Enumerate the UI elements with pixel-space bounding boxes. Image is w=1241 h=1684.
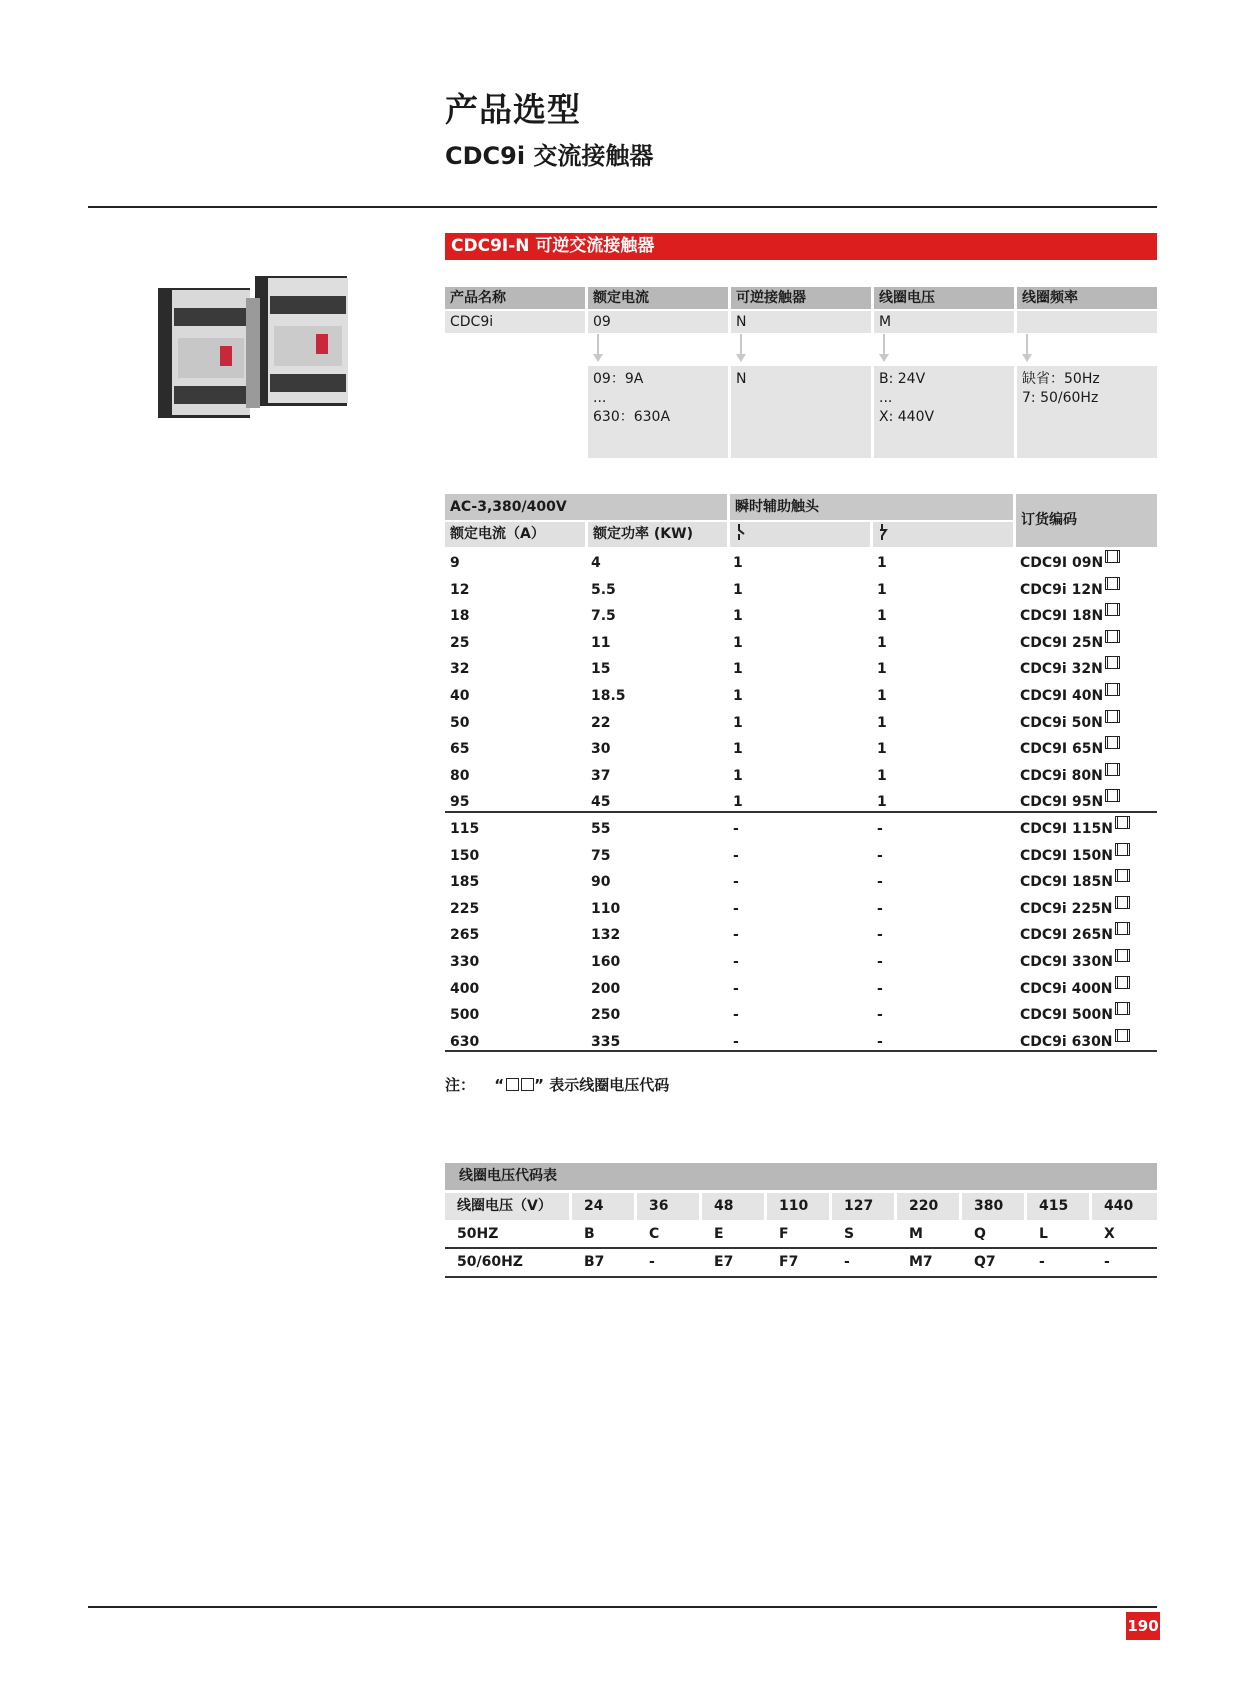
cell-no: 1: [733, 634, 743, 651]
cell-no: -: [733, 874, 739, 891]
placeholder-square-icon: [1105, 630, 1118, 643]
cell-current: 95: [450, 794, 470, 811]
placeholder-square-icon: [1105, 603, 1118, 616]
table-row: [445, 603, 1157, 630]
sel-options-frequency: 缺省：50Hz 7: 50/60Hz: [1017, 366, 1157, 458]
top-divider: [88, 206, 1157, 208]
cell-nc: 1: [877, 555, 887, 571]
cell-nc: -: [877, 954, 883, 970]
cell-nc: 1: [877, 581, 887, 598]
coil-cell: 24: [572, 1193, 634, 1220]
coil-cell: M: [909, 1226, 923, 1242]
table-row: [445, 1029, 1157, 1056]
cell-order-code: CDC9I 150N: [1020, 847, 1113, 864]
cell-power: 90: [591, 874, 611, 891]
placeholder-square-icon: [521, 1078, 534, 1091]
sel-header-current: 额定电流: [588, 287, 728, 309]
cell-current: 9: [450, 555, 460, 571]
table-row: [445, 922, 1157, 949]
cell-nc: -: [877, 874, 883, 891]
cell-current: 225: [450, 900, 480, 917]
cell-order-code: CDC9i 80N: [1020, 767, 1103, 784]
placeholder-square-icon: [1105, 789, 1118, 802]
order-code-cell: [1020, 843, 1113, 870]
placeholder-square-icon: [1105, 577, 1118, 590]
cell-no: 1: [733, 688, 743, 704]
note-open-quote: “: [494, 1076, 505, 1094]
placeholder-square-icon: [1105, 736, 1118, 749]
coil-cell: S: [844, 1226, 855, 1242]
coil-cell: X: [1104, 1226, 1115, 1242]
sel-header-coil-voltage: 线圈电压: [874, 287, 1014, 309]
cell-power: 335: [591, 1033, 621, 1050]
cell-power: 30: [591, 741, 611, 758]
cell-current: 65: [450, 741, 470, 758]
table-header-power: 额定功率 (KW): [588, 522, 727, 547]
cell-nc: -: [877, 900, 883, 917]
table-row: [445, 896, 1157, 923]
order-code-cell: [1020, 896, 1113, 923]
cell-nc: 1: [877, 661, 887, 678]
cell-order-code: CDC9I 40N: [1020, 688, 1104, 704]
sel-value-coil-voltage: M: [874, 311, 1014, 333]
coil-cell: 415: [1027, 1193, 1089, 1220]
coil-row-divider: [445, 1247, 1157, 1249]
cell-nc: 1: [877, 688, 887, 704]
coil-cell: -: [1104, 1254, 1110, 1270]
order-code-cell: [1020, 1029, 1113, 1056]
arrow-down-icon: [879, 334, 889, 364]
table-group-header-aux: 瞬时辅助触头: [730, 494, 1013, 520]
cell-current: 330: [450, 954, 480, 970]
table-header-no-contact: [730, 522, 870, 547]
contactor-product-image: [150, 268, 355, 438]
placeholder-square-icon: [1115, 896, 1128, 909]
placeholder-square-icon: [1105, 710, 1118, 723]
coil-cell: C: [649, 1226, 660, 1242]
coil-cell: E7: [714, 1254, 734, 1270]
table-row: [445, 656, 1157, 683]
placeholder-square-icon: [1115, 976, 1128, 989]
cell-current: 80: [450, 767, 470, 784]
cell-order-code: CDC9i 32N: [1020, 661, 1103, 678]
order-code-cell: [1020, 683, 1103, 710]
cell-order-code: CDC9i 50N: [1020, 714, 1103, 731]
coil-cell: F7: [779, 1254, 799, 1270]
cell-no: -: [733, 821, 739, 837]
cell-power: 22: [591, 714, 611, 731]
cell-power: 37: [591, 767, 611, 784]
order-code-cell: [1020, 603, 1103, 630]
cell-order-code: CDC9i 400N: [1020, 980, 1113, 997]
cell-nc: 1: [877, 634, 887, 651]
cell-current: 115: [450, 821, 480, 837]
cell-power: 15: [591, 661, 611, 678]
order-code-cell: [1020, 763, 1103, 790]
cell-order-code: CDC9i 630N: [1020, 1033, 1113, 1050]
table-row: [445, 736, 1157, 763]
table-row: [445, 976, 1157, 1003]
cell-current: 630: [450, 1033, 480, 1050]
sel-options-reversing: N: [731, 366, 871, 458]
arrow-down-icon: [593, 334, 603, 364]
table-row: [445, 949, 1157, 976]
cell-power: 4: [591, 555, 601, 571]
cell-order-code: CDC9i 225N: [1020, 900, 1113, 917]
cell-power: 200: [591, 980, 621, 997]
cell-current: 32: [450, 661, 470, 678]
table-row: [445, 843, 1157, 870]
cell-power: 132: [591, 927, 621, 944]
placeholder-square-icon: [1115, 1029, 1128, 1042]
cell-nc: 1: [877, 741, 887, 758]
cell-no: -: [733, 954, 739, 970]
order-code-cell: [1020, 550, 1103, 577]
order-code-cell: [1020, 949, 1113, 976]
cell-order-code: CDC9I 185N: [1020, 874, 1113, 891]
arrow-down-icon: [736, 334, 746, 364]
cell-power: 160: [591, 954, 621, 970]
cell-no: 1: [733, 581, 743, 598]
cell-no: 1: [733, 794, 743, 811]
sel-value-product: CDC9i: [445, 311, 585, 333]
coil-table-title: 线圈电压代码表: [445, 1163, 1157, 1190]
placeholder-square-icon: [506, 1078, 519, 1091]
table-header-order-code: 订货编码: [1016, 494, 1157, 547]
coil-cell: Q: [974, 1226, 986, 1242]
cell-current: 50: [450, 714, 470, 731]
order-code-cell: [1020, 656, 1103, 683]
order-code-cell: [1020, 922, 1113, 949]
cell-nc: -: [877, 1007, 883, 1024]
cell-current: 18: [450, 608, 470, 625]
cell-order-code: CDC9i 12N: [1020, 581, 1103, 598]
sel-header-product: 产品名称: [445, 287, 585, 309]
table-group-header-ac3: AC-3,380/400V: [445, 494, 727, 520]
order-code-cell: [1020, 816, 1113, 843]
coil-cell: B: [584, 1226, 595, 1242]
note-body: ” 表示线圈电压代码: [534, 1076, 670, 1094]
sel-header-reversing: 可逆接触器: [731, 287, 871, 309]
cell-order-code: CDC9I 18N: [1020, 608, 1104, 625]
placeholder-square-icon: [1105, 550, 1118, 563]
table-row: [445, 763, 1157, 790]
coil-cell: 127: [832, 1193, 894, 1220]
cell-no: 1: [733, 661, 743, 678]
table-row: [445, 816, 1157, 843]
table-row: [445, 869, 1157, 896]
cell-current: 185: [450, 874, 480, 891]
order-code-cell: [1020, 1002, 1113, 1029]
coil-row-label: 50/60HZ: [457, 1254, 523, 1270]
placeholder-square-icon: [1115, 949, 1128, 962]
placeholder-square-icon: [1115, 1002, 1128, 1015]
placeholder-square-icon: [1105, 763, 1118, 776]
coil-cell: 36: [637, 1193, 699, 1220]
coil-cell: 220: [897, 1193, 959, 1220]
cell-current: 500: [450, 1007, 480, 1024]
cell-order-code: CDC9I 115N: [1020, 821, 1113, 837]
cell-power: 18.5: [591, 688, 626, 704]
sel-header-frequency: 线圈频率: [1017, 287, 1157, 309]
coil-cell: B7: [584, 1254, 605, 1270]
cell-current: 40: [450, 688, 470, 704]
cell-no: -: [733, 1007, 739, 1024]
cell-nc: 1: [877, 608, 887, 625]
cell-nc: 1: [877, 794, 887, 811]
table-row: [445, 550, 1157, 577]
cell-no: 1: [733, 714, 743, 731]
table-header-nc-contact: [873, 522, 1013, 547]
table-bottom-rule: [445, 1050, 1157, 1052]
coil-cell: 48: [702, 1193, 764, 1220]
row-divider: [445, 811, 1157, 813]
cell-current: 150: [450, 847, 480, 864]
cell-power: 110: [591, 900, 621, 917]
sel-options-coil-voltage: B: 24V ... X: 440V: [874, 366, 1014, 458]
cell-power: 45: [591, 794, 611, 811]
placeholder-square-icon: [1105, 683, 1118, 696]
coil-cell: M7: [909, 1254, 933, 1270]
page-subtitle: CDC9i 交流接触器: [445, 142, 654, 170]
table-row: [445, 1002, 1157, 1029]
section-title: CDC9I-N 可逆交流接触器: [445, 233, 1157, 260]
page-title: 产品选型: [445, 90, 581, 129]
cell-order-code: CDC9I 65N: [1020, 741, 1104, 758]
cell-nc: 1: [877, 767, 887, 784]
placeholder-square-icon: [1115, 922, 1128, 935]
sel-value-reversing: N: [731, 311, 871, 333]
coil-cell: 380: [962, 1193, 1024, 1220]
cell-order-code: CDC9I 265N: [1020, 927, 1113, 944]
cell-nc: -: [877, 847, 883, 864]
page-number: 190: [1126, 1612, 1160, 1640]
cell-nc: -: [877, 1033, 883, 1050]
coil-table-bottom-rule: [445, 1276, 1157, 1278]
coil-cell: F: [779, 1226, 789, 1242]
cell-power: 75: [591, 847, 611, 864]
table-header-current: 额定电流（A）: [445, 522, 585, 547]
coil-cell: -: [844, 1254, 850, 1270]
order-code-cell: [1020, 577, 1103, 604]
coil-cell: 110: [767, 1193, 829, 1220]
coil-cell: -: [1039, 1254, 1045, 1270]
cell-order-code: CDC9I 25N: [1020, 634, 1104, 651]
placeholder-square-icon: [1115, 869, 1128, 882]
table-row: [445, 577, 1157, 604]
cell-power: 5.5: [591, 581, 616, 598]
cell-no: -: [733, 927, 739, 944]
cell-order-code: CDC9I 330N: [1020, 954, 1113, 970]
cell-power: 7.5: [591, 608, 616, 625]
cell-current: 400: [450, 980, 480, 997]
table-row: [445, 710, 1157, 737]
coil-row-label: 线圈电压（V）: [445, 1193, 569, 1220]
cell-no: -: [733, 847, 739, 864]
sel-value-current: 09: [588, 311, 728, 333]
cell-order-code: CDC9I 95N: [1020, 794, 1104, 811]
arrow-down-icon: [1022, 334, 1032, 364]
cell-nc: -: [877, 980, 883, 997]
sel-options-current: 09：9A ... 630：630A: [588, 366, 728, 458]
table-row: [445, 683, 1157, 710]
order-code-cell: [1020, 976, 1113, 1003]
placeholder-square-icon: [1105, 656, 1118, 669]
coil-row-label: 50HZ: [457, 1226, 499, 1242]
note-prefix: 注：: [445, 1076, 476, 1094]
cell-no: 1: [733, 555, 743, 571]
cell-current: 12: [450, 581, 470, 598]
order-code-cell: [1020, 869, 1113, 896]
cell-current: 25: [450, 634, 470, 651]
cell-power: 55: [591, 821, 611, 837]
cell-no: -: [733, 1033, 739, 1050]
cell-power: 11: [591, 634, 611, 651]
order-code-cell: [1020, 710, 1103, 737]
cell-no: -: [733, 900, 739, 917]
cell-power: 250: [591, 1007, 621, 1024]
nc-contact-icon: [878, 522, 892, 542]
cell-no: -: [733, 980, 739, 997]
cell-nc: -: [877, 821, 883, 837]
note-text: [445, 1074, 669, 1095]
order-code-cell: [1020, 630, 1103, 657]
cell-no: 1: [733, 741, 743, 758]
bottom-divider: [88, 1606, 1157, 1608]
cell-nc: -: [877, 927, 883, 944]
cell-order-code: CDC9I 09N: [1020, 555, 1104, 571]
order-code-cell: [1020, 736, 1103, 763]
coil-cell: -: [649, 1254, 655, 1270]
coil-cell: L: [1039, 1226, 1048, 1242]
no-contact-icon: [735, 522, 749, 542]
coil-cell: E: [714, 1226, 724, 1242]
coil-cell: Q7: [974, 1254, 996, 1270]
sel-value-frequency: [1017, 311, 1157, 333]
cell-no: 1: [733, 608, 743, 625]
cell-no: 1: [733, 767, 743, 784]
cell-current: 265: [450, 927, 480, 944]
coil-cell: 440: [1092, 1193, 1157, 1220]
cell-nc: 1: [877, 714, 887, 731]
cell-order-code: CDC9I 500N: [1020, 1007, 1113, 1024]
table-row: [445, 630, 1157, 657]
placeholder-square-icon: [1115, 816, 1128, 829]
placeholder-square-icon: [1115, 843, 1128, 856]
